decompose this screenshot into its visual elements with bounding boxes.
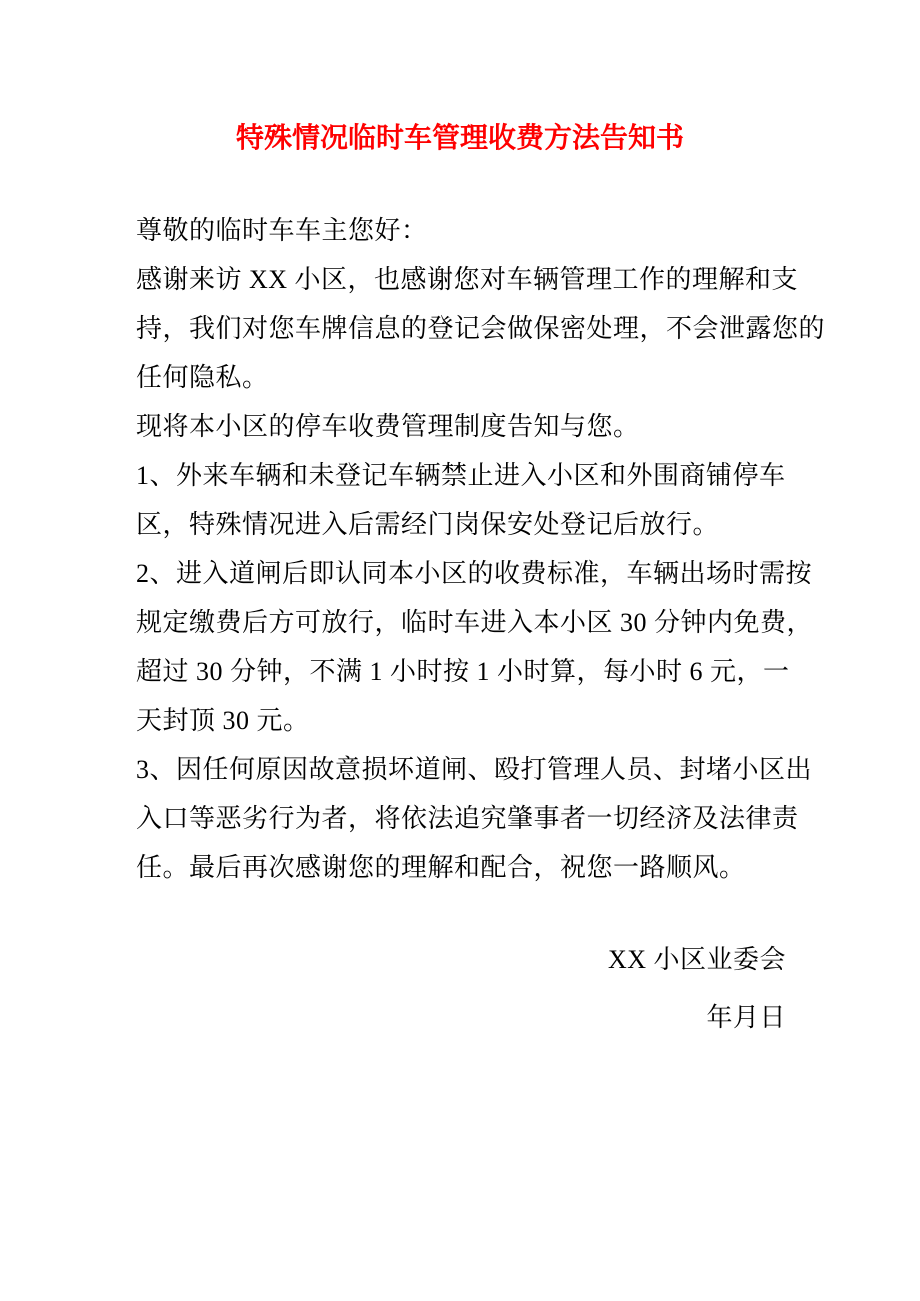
body-line: 规定缴费后方可放行，临时车进入本小区 30 分钟内免费，	[136, 608, 814, 637]
body-line: 现将本小区的停车收费管理制度告知与您。	[136, 412, 640, 441]
body-line: 入口等恶劣行为者，将依法追究肇事者一切经济及法律责	[136, 804, 799, 833]
signature-org: XX 小区业委会	[607, 945, 786, 974]
document-body	[136, 206, 826, 892]
body-line: 尊敬的临时车车主您好：	[136, 216, 428, 245]
body-line: 超过 30 分钟，不满 1 小时按 1 小时算，每小时 6 元，一	[136, 657, 790, 686]
body-line: 持，我们对您车牌信息的登记会做保密处理，不会泄露您的	[136, 314, 826, 343]
body-line: 感谢来访 XX 小区，也感谢您对车辆管理工作的理解和支	[136, 265, 799, 294]
body-line: 3、因任何原因故意损坏道闸、殴打管理人员、封堵小区出	[136, 755, 813, 784]
body-line: 1、外来车辆和未登记车辆禁止进入小区和外围商铺停车	[136, 461, 786, 490]
body-line: 任。最后再次感谢您的理解和配合，祝您一路顺风。	[136, 853, 746, 882]
body-line: 天封顶 30 元。	[136, 706, 310, 735]
body-line: 任何隐私。	[136, 363, 269, 392]
body-line: 区，特殊情况进入后需经门岗保安处登记后放行。	[136, 510, 720, 539]
signature-date: 年月日	[706, 1003, 786, 1032]
body-line: 2、进入道闸后即认同本小区的收费标准，车辆出场时需按	[136, 559, 813, 588]
document-title: 特殊情况临时车管理收费方法告知书	[235, 122, 684, 153]
signature-block	[136, 931, 786, 1047]
